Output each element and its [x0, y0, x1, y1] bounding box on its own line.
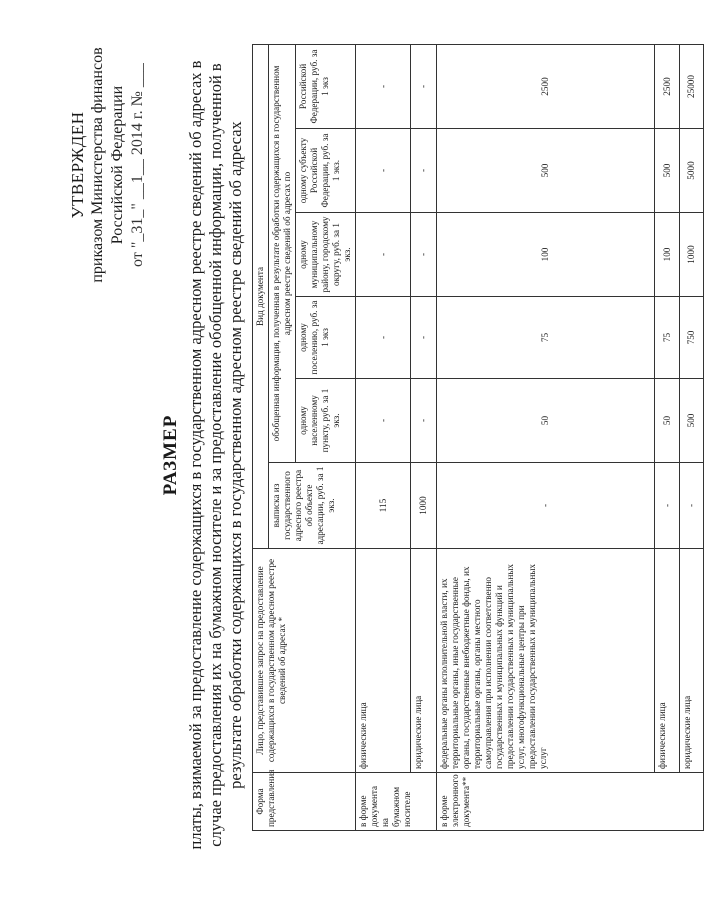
- settlement-cell: 50: [655, 379, 680, 463]
- poselenie-cell: -: [411, 297, 437, 379]
- municipal-cell: 1000: [680, 213, 704, 297]
- subject-cell: -: [411, 129, 437, 213]
- extract-cell: -: [680, 463, 704, 549]
- header-doc-type: Вид документа: [253, 44, 269, 548]
- document-heading: [160, 45, 246, 865]
- form-paper: в форме документа на бумажном носителе: [356, 773, 437, 831]
- approval-block: [68, 45, 148, 285]
- settlement-cell: 500: [680, 379, 704, 463]
- requester-cell: физические лица: [655, 549, 680, 773]
- rf-cell: 2500: [437, 44, 655, 128]
- subject-cell: 500: [655, 129, 680, 213]
- rf-cell: 2500: [655, 44, 680, 128]
- form-electronic: в форме электронного документа**: [437, 773, 704, 831]
- header-municipal: одному муниципальному району, городскому округу, руб. за 1 экз.: [296, 213, 356, 297]
- municipal-cell: -: [356, 213, 411, 297]
- table-row: [356, 44, 411, 830]
- poselenie-cell: 750: [680, 297, 704, 379]
- document-subtitle: платы, взимаемой за предоставление содержащихся в государственном адресном реестре сведений об адресах в случае предоставления их на бумажном носителе и за предоставление обобщенной информации, полученной в результате обработки содержащихся в государственном адресном реестре сведений об адресах: [186, 60, 245, 850]
- requester-cell: юридические лица: [680, 549, 704, 773]
- settlement-cell: -: [411, 379, 437, 463]
- approval-title: УТВЕРЖДЕН: [68, 111, 87, 219]
- municipal-cell: -: [411, 213, 437, 297]
- requester-cell: федеральные органы исполнительной власти, их территориальные органы, иные государственные органы, государственные внебюджетные фонды, их территориальные органы, органы местного самоуправления при исполнении соответственно государственных и муниципальных функций и предоставлении государственных и муниципальных услуг, многофункциональные центры при предоставлении государственных и муниципальных услуг: [437, 549, 655, 773]
- document-title: РАЗМЕР: [160, 414, 181, 496]
- header-rf: Российской Федерации, руб. за 1 экз: [296, 44, 356, 128]
- header-form: Форма представления: [253, 773, 356, 831]
- poselenie-cell: 75: [655, 297, 680, 379]
- subject-cell: -: [356, 129, 411, 213]
- municipal-cell: 100: [655, 213, 680, 297]
- rf-cell: -: [411, 44, 437, 128]
- rf-cell: 25000: [680, 44, 704, 128]
- extract-cell: -: [437, 463, 655, 549]
- table-row: [437, 44, 655, 830]
- table-row: [411, 44, 437, 830]
- extract-cell: 115: [356, 463, 411, 549]
- approval-date: от "_31_" __1__ 2014 г. № ___: [129, 63, 146, 267]
- subject-cell: 5000: [680, 129, 704, 213]
- subject-cell: 500: [437, 129, 655, 213]
- header-settlement: одному населенному пункту, руб. за 1 экз.: [296, 379, 356, 463]
- fee-table: [252, 44, 704, 831]
- header-requester: Лицо, представившее запрос на предоставление содержащихся в государственном адресном реестре сведений об адресах *: [253, 549, 356, 773]
- header-poselenie: одному поселению, руб. за 1 экз: [296, 297, 356, 379]
- requester-cell: юридические лица: [411, 549, 437, 773]
- table-row: [655, 44, 680, 830]
- approval-line-1: приказом Министерства финансов: [89, 47, 106, 283]
- settlement-cell: 50: [437, 379, 655, 463]
- extract-cell: 1000: [411, 463, 437, 549]
- header-subject: одному субъекту Российской Федерации, руб. за 1 экз.: [296, 129, 356, 213]
- settlement-cell: -: [356, 379, 411, 463]
- extract-cell: -: [655, 463, 680, 549]
- rf-cell: -: [356, 44, 411, 128]
- municipal-cell: 100: [437, 213, 655, 297]
- header-extract: выписка из государственного адресного реестра об объекте адресации, руб. за 1 экз.: [269, 463, 356, 549]
- poselenie-cell: -: [356, 297, 411, 379]
- header-generalized: обобщенная информация, полученная в результате обработки содержащихся в государственном адресном реестре сведений об адресах по: [269, 44, 296, 462]
- approval-line-2: Российской Федерации: [109, 85, 126, 245]
- poselenie-cell: 75: [437, 297, 655, 379]
- table-row: [680, 44, 704, 830]
- requester-cell: физические лица: [356, 549, 411, 773]
